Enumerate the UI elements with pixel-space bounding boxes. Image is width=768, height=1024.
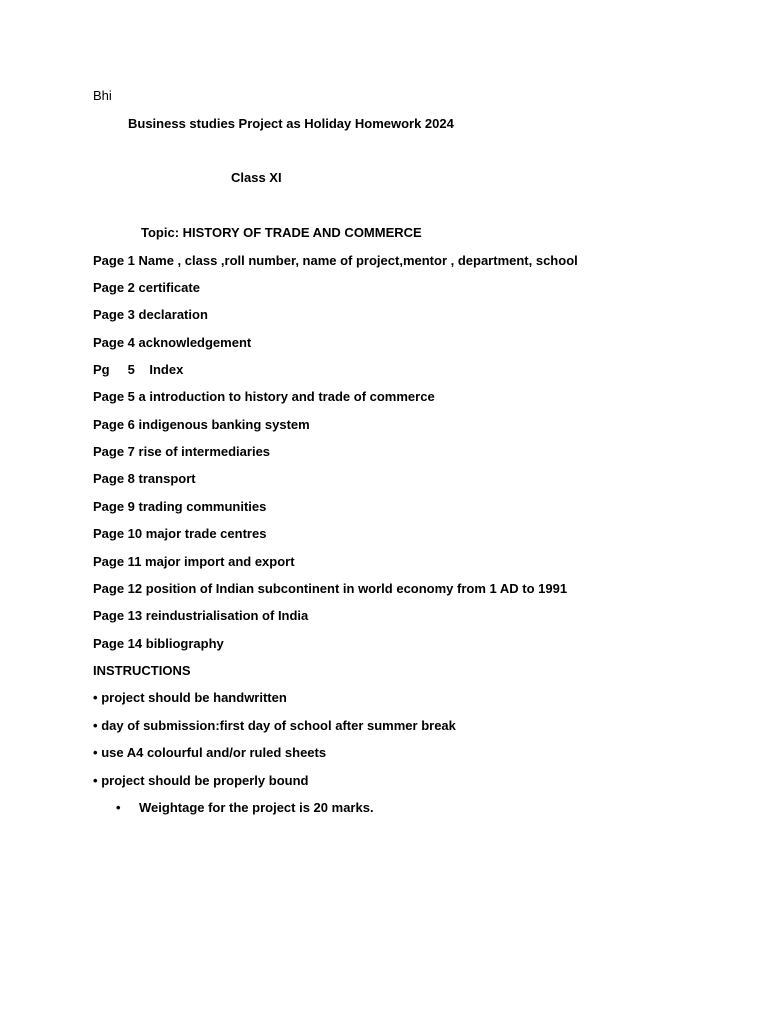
instruction-text: project should be handwritten (101, 690, 287, 705)
instruction-item (93, 773, 308, 789)
bullet-icon: • (93, 690, 98, 705)
page-list-item: Page 4 acknowledgement (93, 335, 252, 350)
author-mark: Bhi (93, 88, 112, 103)
page-list-item: Page 13 reindustrialisation of India (93, 608, 309, 623)
page-list-item: Page 12 position of Indian subcontinent in world economy from 1 AD to 1991 (93, 581, 568, 596)
page-list-item: Page 7 rise of intermediaries (93, 444, 271, 459)
topic-line: Topic: HISTORY OF TRADE AND COMMERCE (141, 225, 422, 240)
page-list-item: Page 8 transport (93, 471, 196, 486)
document-title: Business studies Project as Holiday Homework 2024 (128, 116, 454, 131)
instruction-text: use A4 colourful and/or ruled sheets (101, 745, 327, 760)
bullet-icon: • (116, 800, 121, 815)
bullet-icon: • (93, 718, 98, 733)
page-list-item: Page 1 Name , class ,roll number, name of project,mentor , department, school (93, 253, 578, 268)
bullet-icon: • (93, 745, 98, 760)
page-list-item: Page 5 a introduction to history and trade of commerce (93, 389, 435, 404)
page-list-item: Page 14 bibliography (93, 636, 224, 651)
class-label: Class XI (231, 170, 282, 185)
instruction-item (93, 745, 326, 761)
bullet-icon: • (93, 773, 98, 788)
weightage-text: Weightage for the project is 20 marks. (139, 800, 374, 815)
instruction-text: project should be properly bound (101, 773, 309, 788)
instruction-item (93, 718, 456, 734)
page-list-item: Pg 5 Index (93, 362, 184, 377)
instruction-text: day of submission:first day of school after summer break (101, 718, 456, 733)
instruction-item (93, 690, 287, 706)
page-list-item: Page 3 declaration (93, 307, 208, 322)
page-list-item: Page 9 trading communities (93, 499, 267, 514)
page-list-item: Page 10 major trade centres (93, 526, 267, 541)
instructions-heading: INSTRUCTIONS (93, 663, 191, 678)
page-list-item: Page 6 indigenous banking system (93, 417, 310, 432)
page-list-item: Page 2 certificate (93, 280, 200, 295)
page-list-item: Page 11 major import and export (93, 554, 295, 569)
